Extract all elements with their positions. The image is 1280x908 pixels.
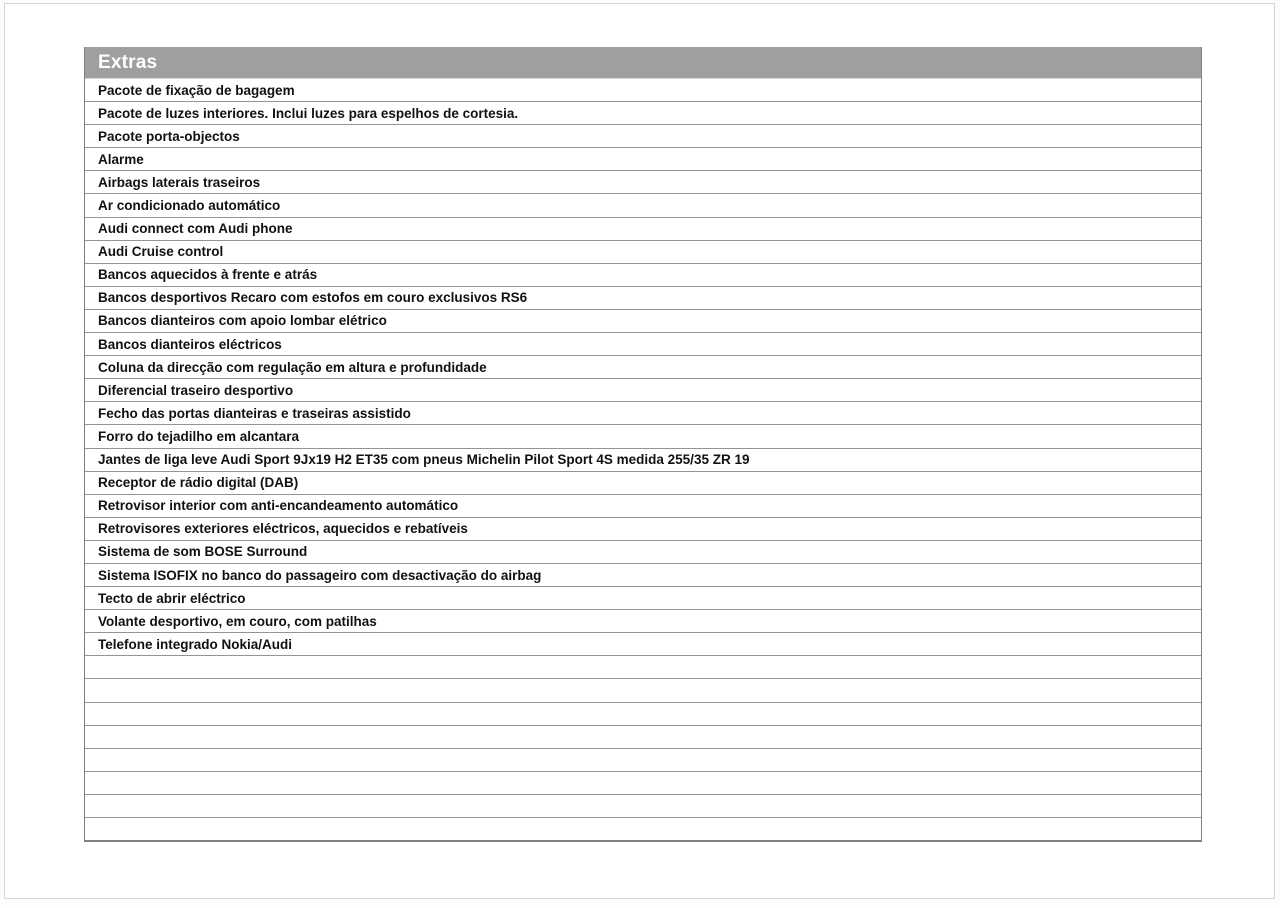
table-row: [85, 147, 1201, 170]
empty-row: [85, 702, 1201, 725]
table-row: [85, 378, 1201, 401]
row-label: Ar condicionado automático: [98, 198, 281, 214]
row-label: Jantes de liga leve Audi Sport 9Jx19 H2 ET35 com pneus Michelin Pilot Sport 4S medida 255/35 ZR 19: [98, 452, 750, 468]
row-label: Pacote de luzes interiores. Inclui luzes para espelhos de cortesia.: [98, 105, 519, 121]
table-row: [85, 448, 1201, 471]
table-row: [85, 101, 1201, 124]
row-label: Pacote porta-objectos: [98, 128, 240, 144]
empty-row: [85, 678, 1201, 701]
row-label: Telefone integrado Nokia/Audi: [98, 636, 293, 652]
row-label: Audi Cruise control: [98, 244, 224, 260]
empty-row: [85, 655, 1201, 678]
empty-row: [85, 771, 1201, 794]
row-label: Retrovisores exteriores eléctricos, aquecidos e rebatíveis: [98, 521, 468, 537]
table-row: [85, 563, 1201, 586]
empty-row: [85, 794, 1201, 817]
table-row: [85, 401, 1201, 424]
table-row: [85, 517, 1201, 540]
table-row: [85, 193, 1201, 216]
table-row: [85, 78, 1201, 101]
row-label: Audi connect com Audi phone: [98, 221, 293, 237]
table-row: [85, 217, 1201, 240]
table-row: [85, 124, 1201, 147]
row-label: Tecto de abrir eléctrico: [98, 590, 246, 606]
document-page: [4, 3, 1275, 899]
table-title: Extras: [98, 51, 158, 73]
table-row: [85, 309, 1201, 332]
row-label: Bancos aquecidos à frente e atrás: [98, 267, 318, 283]
table-row: [85, 424, 1201, 447]
table-row: [85, 471, 1201, 494]
table-row: [85, 332, 1201, 355]
empty-row: [85, 725, 1201, 748]
table-row: [85, 286, 1201, 309]
row-label: Coluna da direcção com regulação em altura e profundidade: [98, 359, 487, 375]
row-label: Pacote de fixação de bagagem: [98, 82, 295, 98]
row-label: Bancos desportivos Recaro com estofos em couro exclusivos RS6: [98, 290, 528, 306]
table-row: [85, 170, 1201, 193]
row-label: Bancos dianteiros com apoio lombar elétrico: [98, 313, 387, 329]
row-label: Diferencial traseiro desportivo: [98, 382, 294, 398]
table-body: [85, 78, 1201, 840]
row-label: Retrovisor interior com anti-encandeamento automático: [98, 498, 459, 514]
empty-row: [85, 748, 1201, 771]
row-label: Receptor de rádio digital (DAB): [98, 475, 299, 491]
row-label: Alarme: [98, 151, 144, 167]
table-row: [85, 586, 1201, 609]
row-label: Sistema ISOFIX no banco do passageiro com desactivação do airbag: [98, 567, 542, 583]
table-row: [85, 632, 1201, 655]
row-label: Fecho das portas dianteiras e traseiras assistido: [98, 405, 411, 421]
table-row: [85, 240, 1201, 263]
row-label: Sistema de som BOSE Surround: [98, 544, 308, 560]
empty-row: [85, 817, 1201, 840]
table-header: [85, 47, 1201, 78]
row-label: Airbags laterais traseiros: [98, 174, 261, 190]
table-row: [85, 263, 1201, 286]
row-label: Forro do tejadilho em alcantara: [98, 428, 300, 444]
table-row: [85, 540, 1201, 563]
table-row: [85, 494, 1201, 517]
row-label: Volante desportivo, em couro, com patilhas: [98, 613, 377, 629]
table-row: [85, 609, 1201, 632]
row-label: Bancos dianteiros eléctricos: [98, 336, 282, 352]
extras-table: [84, 47, 1202, 842]
table-row: [85, 355, 1201, 378]
